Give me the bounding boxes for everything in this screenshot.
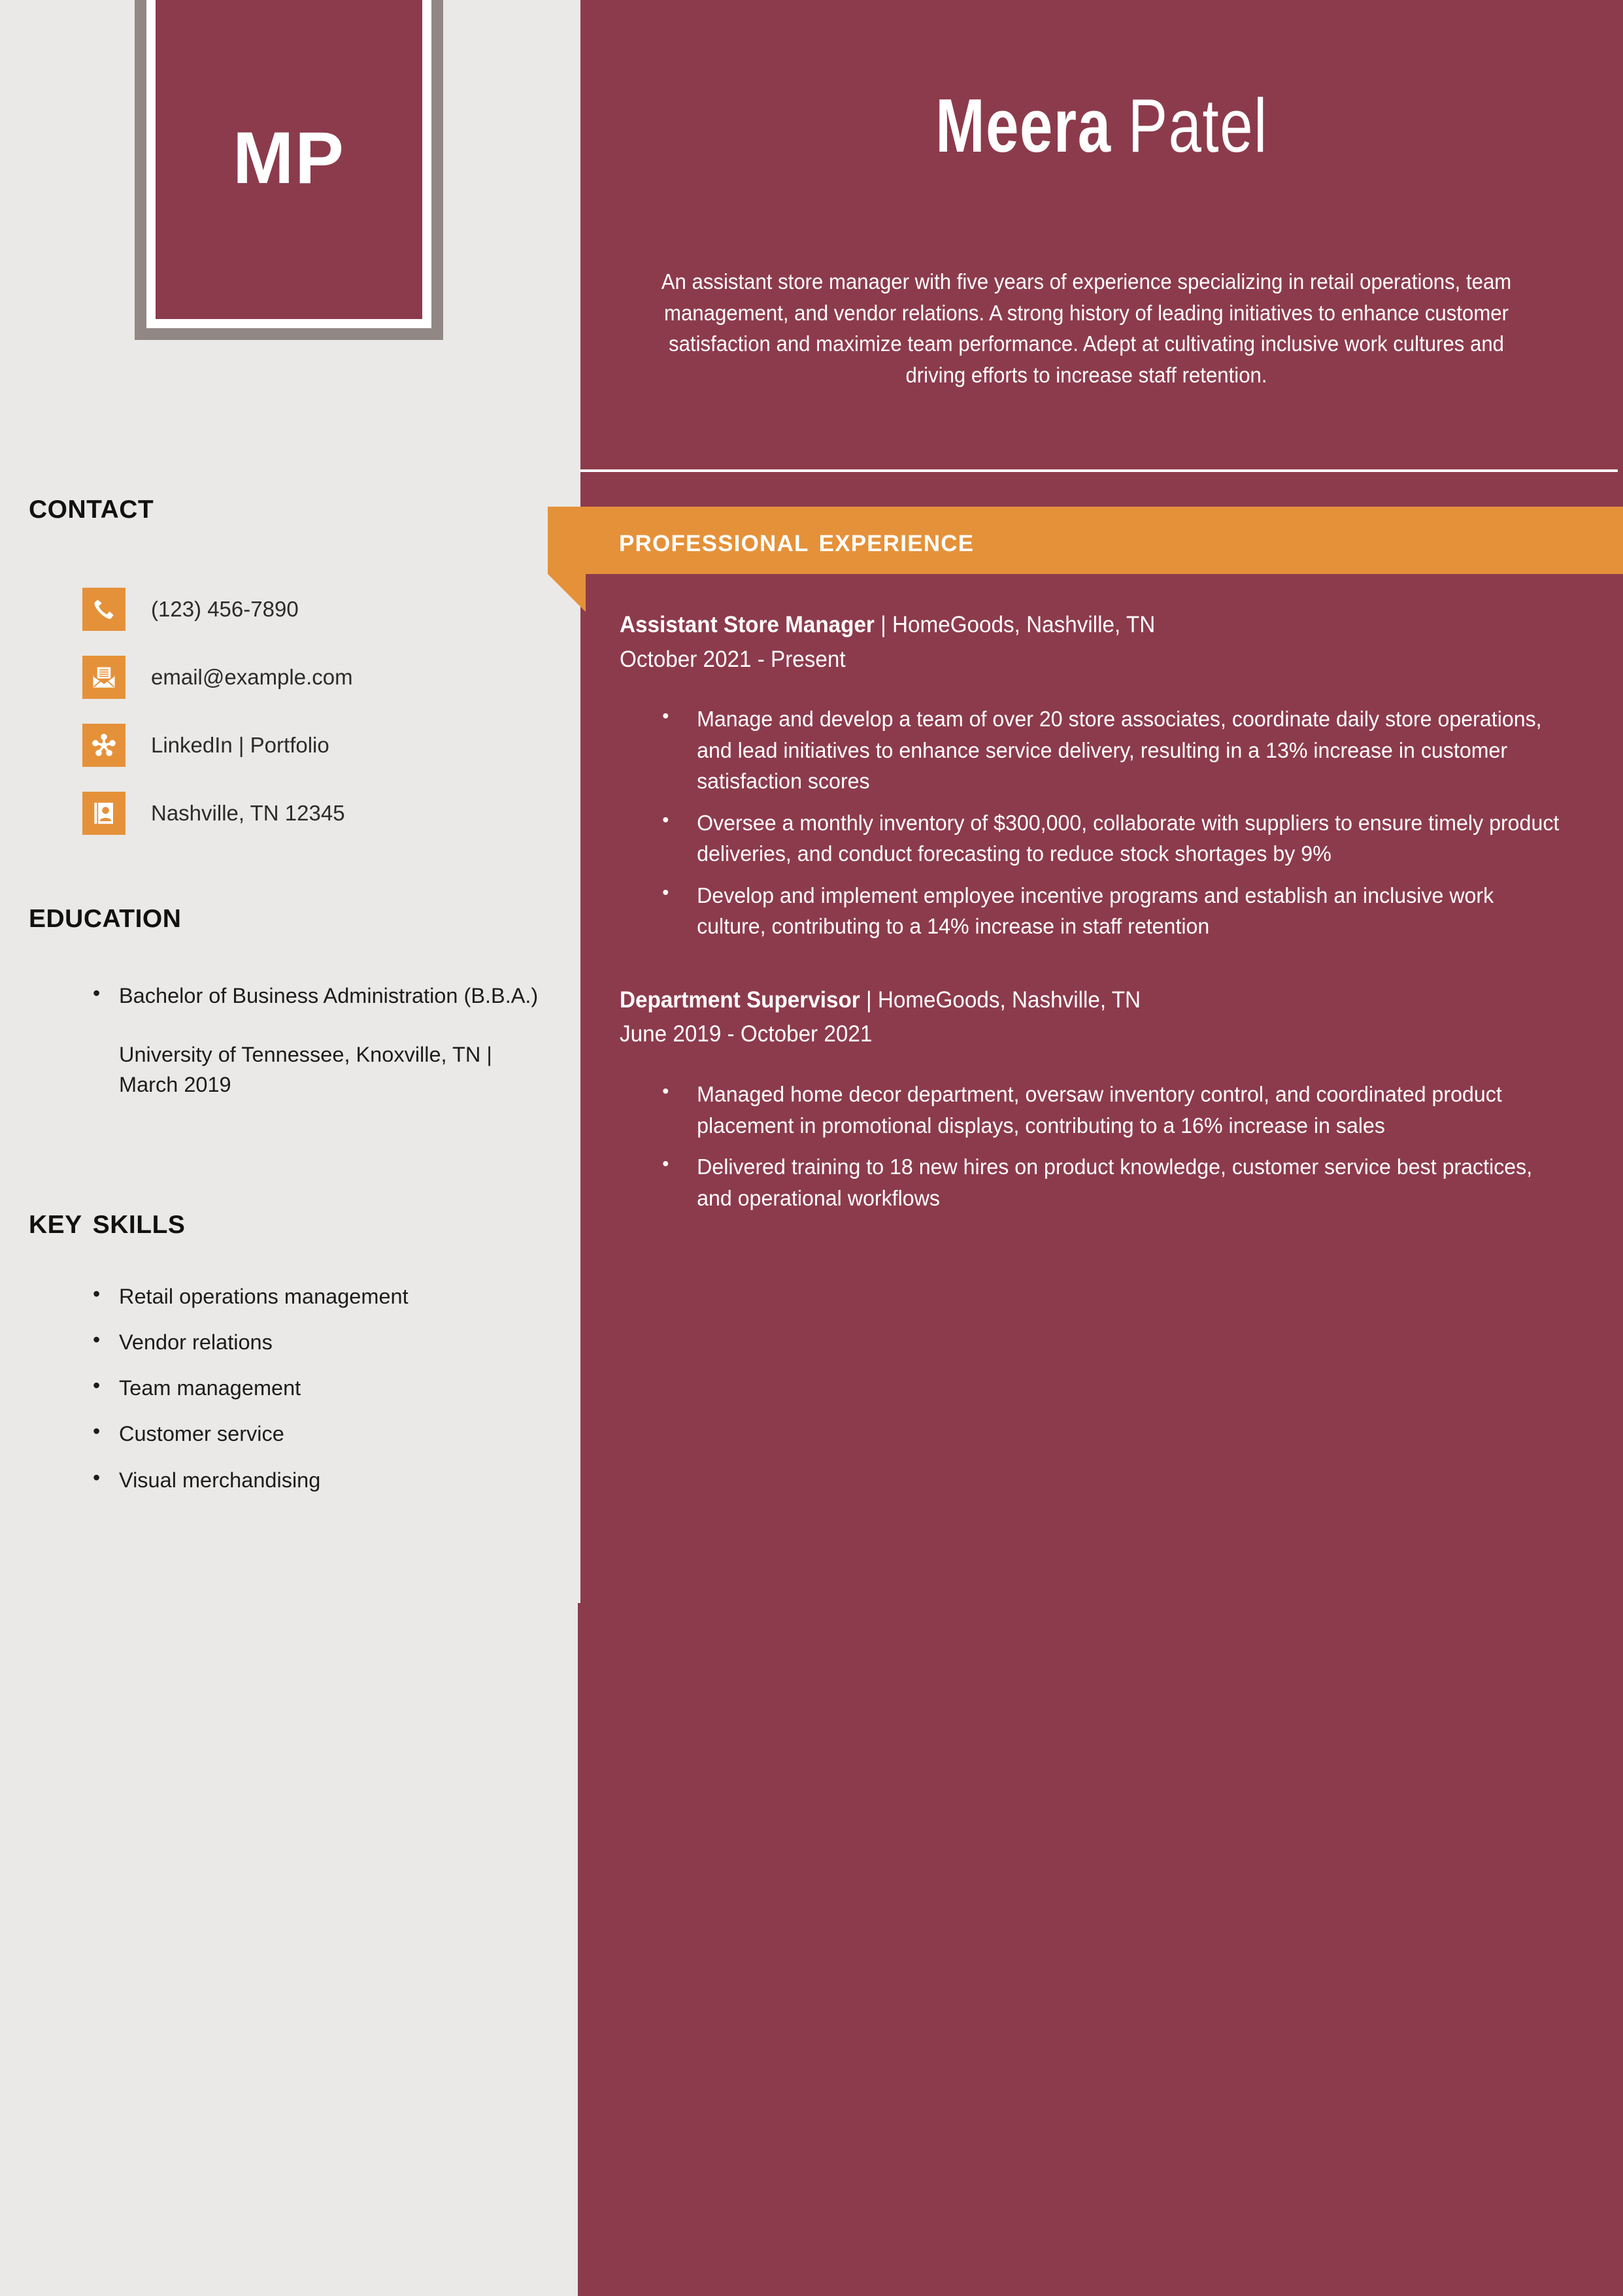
header-divider xyxy=(580,469,1618,472)
contact-item-phone[interactable] xyxy=(82,575,540,643)
skill-item: • Vendor relations xyxy=(71,1327,541,1357)
job-headline xyxy=(620,983,1551,1018)
experience-heading: professional experience xyxy=(619,522,975,558)
education-block xyxy=(71,981,541,1100)
phone-icon xyxy=(82,588,125,631)
professional-summary: An assistant store manager with five years of experience specializing in retail operations, team management, and vendor relations. A strong history of leading initiatives to enhance customer satisfaction and maximize team performance. Adept at cultivating inclusive work cultures and driving efforts to increase staff retention. xyxy=(661,270,1512,388)
experience-list xyxy=(620,608,1600,1255)
first-name: Meera xyxy=(935,83,1112,168)
job-bullet: • Managed home decor department, oversaw inventory control, and coordinated product placement in promotional displays, contributing to a 16% increase in sales xyxy=(620,1079,1561,1141)
education-degree: • Bachelor of Business Administration (B.B.A.) xyxy=(71,981,541,1011)
job-headline xyxy=(620,608,1551,643)
contact-label-location: Nashville, TN 12345 xyxy=(151,801,345,825)
envelope-icon xyxy=(82,656,125,699)
address-book-icon xyxy=(82,792,125,835)
job-dates: June 2019 - October 2021 xyxy=(620,1021,873,1047)
experience-banner-tail xyxy=(548,574,586,612)
contact-label-email: email@example.com xyxy=(151,665,353,689)
experience-job xyxy=(620,608,1600,943)
skill-item: • Visual merchandising xyxy=(71,1465,541,1495)
monogram-initials: MP xyxy=(233,117,345,199)
job-bullet: • Delivered training to 18 new hires on product knowledge, customer service best practices, and operational workflows xyxy=(620,1152,1561,1214)
skill-item: • Customer service xyxy=(71,1419,541,1449)
contact-item-email[interactable] xyxy=(82,643,540,711)
job-bullet: • Develop and implement employee incentive programs and establish an inclusive work culture, contributing to a 14% increase in staff retention xyxy=(620,881,1561,943)
job-bullets xyxy=(620,704,1600,943)
job-company: | HomeGoods, Nashville, TN xyxy=(874,612,1156,637)
job-title: Department Supervisor xyxy=(620,987,860,1013)
job-title: Assistant Store Manager xyxy=(620,612,875,637)
contact-item-links[interactable] xyxy=(82,711,540,779)
contact-label-links: LinkedIn | Portfolio xyxy=(151,733,329,757)
skills-heading: key skills xyxy=(29,1200,186,1241)
job-bullet: • Manage and develop a team of over 20 store associates, coordinate daily store operations, and lead initiatives to enhance service delivery, resulting in a 13% increase in customer satisfaction scores xyxy=(620,704,1561,798)
contact-label-phone: (123) 456-7890 xyxy=(151,597,299,621)
monogram-badge xyxy=(135,0,443,340)
contact-list xyxy=(82,575,540,847)
education-institution: University of Tennessee, Knoxville, TN | March 2019 xyxy=(119,1043,492,1097)
monogram-inner-border xyxy=(146,0,431,328)
skills-block xyxy=(71,1281,541,1511)
education-heading: education xyxy=(29,894,182,935)
page-title xyxy=(580,85,1623,167)
skill-item: • Retail operations management xyxy=(71,1281,541,1311)
job-dates: October 2021 - Present xyxy=(620,646,846,672)
full-name xyxy=(695,85,1508,167)
monogram-fill xyxy=(156,0,422,319)
job-company: | HomeGoods, Nashville, TN xyxy=(860,987,1141,1013)
maroon-panel-lower xyxy=(578,1603,1623,2296)
job-bullets xyxy=(620,1079,1600,1214)
contact-item-location[interactable] xyxy=(82,779,540,847)
network-icon xyxy=(82,724,125,767)
skill-item: • Team management xyxy=(71,1373,541,1403)
last-name: Patel xyxy=(1128,83,1268,168)
experience-job xyxy=(620,983,1600,1214)
job-bullet: • Oversee a monthly inventory of $300,000, collaborate with suppliers to ensure timely product deliveries, and conduct forecasting to reduce stock shortages by 9% xyxy=(620,808,1561,870)
contact-heading: contact xyxy=(29,484,154,526)
